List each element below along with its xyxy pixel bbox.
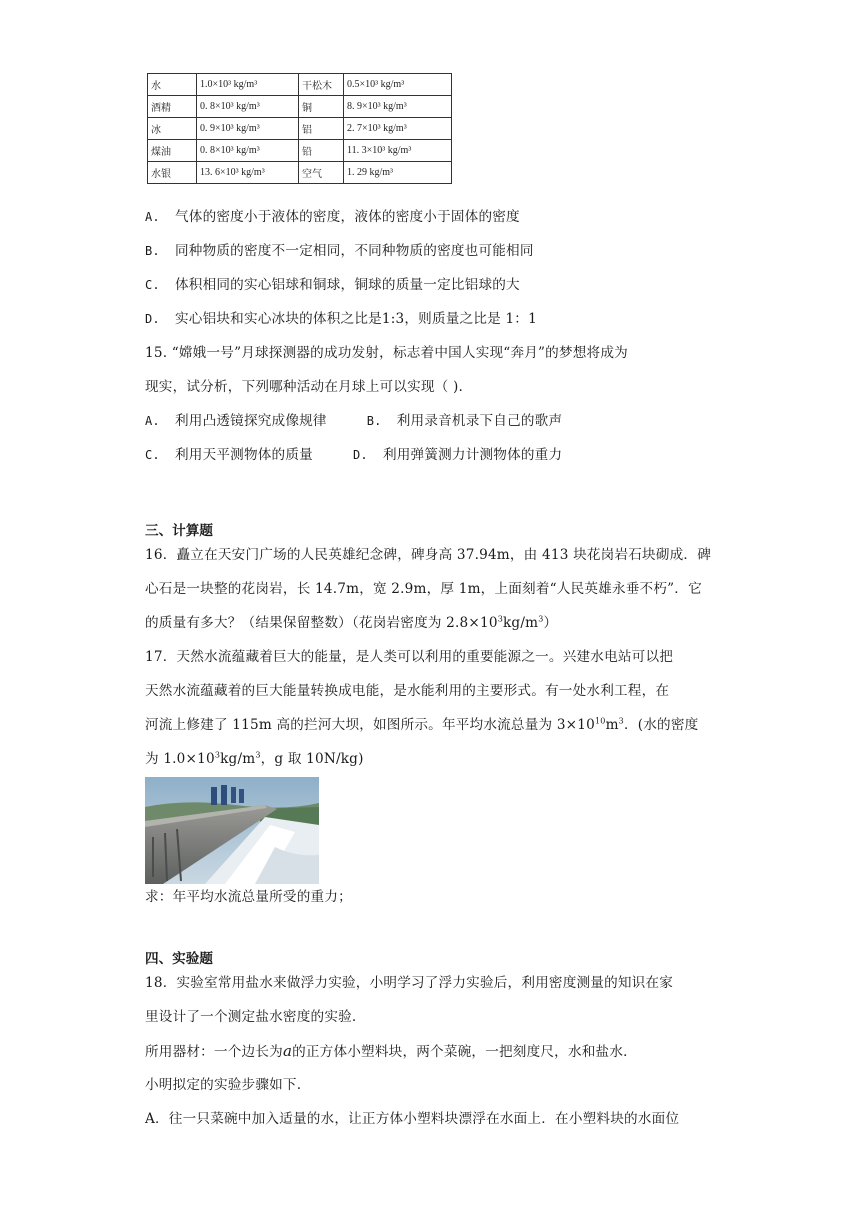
q15-line-1: 15. “嫦娥一号”月球探测器的成功发射，标志着中国人实现“奔月”的梦想将成为 bbox=[145, 345, 628, 361]
substance-name: 水 bbox=[148, 74, 197, 96]
q18-step-a: A．往一只菜碗中加入适量的水，让正方体小塑料块漂浮在水面上．在小塑料块的水面位 bbox=[145, 1111, 680, 1127]
density-table-row bbox=[148, 140, 452, 162]
density-table bbox=[147, 73, 452, 184]
dam-photo bbox=[145, 777, 319, 884]
q17-line-2: 天然水流蕴藏着的巨大能量转换成电能，是水能利用的主要形式。有一处水利工程，在 bbox=[145, 683, 670, 699]
section-heading-experiment: 四、实验题 bbox=[145, 951, 213, 967]
density-value: 2. 7×10³ kg/m³ bbox=[344, 118, 452, 140]
density-value: 13. 6×10³ kg/m³ bbox=[197, 162, 299, 184]
density-value: 8. 9×10³ kg/m³ bbox=[344, 96, 452, 118]
density-table-row bbox=[148, 162, 452, 184]
q17-line-1: 17．天然水流蕴藏着巨大的能量，是人类可以利用的重要能源之一。兴建水电站可以把 bbox=[145, 649, 674, 665]
substance-name: 空气 bbox=[299, 162, 344, 184]
density-value: 11. 3×10³ kg/m³ bbox=[344, 140, 452, 162]
q18-line-2: 里设计了一个测定盐水密度的实验. bbox=[145, 1009, 357, 1025]
q15-options-row-2: C. 利用天平测物体的质量 D. 利用弹簧测力计测物体的重力 bbox=[145, 447, 563, 463]
q17-line-4: 为 $1.0\times 10^3kg/m^3$，g 取 10N/kg) bbox=[145, 750, 364, 767]
substance-name: 铅 bbox=[299, 140, 344, 162]
q14-option-b: B. 同种物质的密度不一定相同，不同种物质的密度也可能相同 bbox=[145, 243, 534, 259]
density-table-row bbox=[148, 96, 452, 118]
q17-question: 求：年平均水流总量所受的重力； bbox=[145, 889, 352, 905]
density-value: 1.0×10³ kg/m³ bbox=[197, 74, 299, 96]
q15-line-2: 现实，试分析，下列哪种活动在月球上可以实现（ ). bbox=[145, 379, 464, 395]
substance-name: 铝 bbox=[299, 118, 344, 140]
section-heading-calculation: 三、计算题 bbox=[145, 523, 213, 539]
substance-name: 铜 bbox=[299, 96, 344, 118]
q14-option-a: A. 气体的密度小于液体的密度，液体的密度小于固体的密度 bbox=[145, 209, 520, 225]
q18-materials: 所用器材：一个边长为a的正方体小塑料块，两个菜碗，一把刻度尺，水和盐水． bbox=[145, 1042, 637, 1060]
density-value: 1. 29 kg/m³ bbox=[344, 162, 452, 184]
q14-option-d: D. 实心铝块和实心冰块的体积之比是1:3，则质量之比是 1：1 bbox=[145, 311, 537, 327]
q16-line-1: 16．矗立在天安门广场的人民英雄纪念碑，碑身高 37.94m，由 413 块花岗岩石块砌成．碑 bbox=[145, 547, 712, 563]
dam-illustration bbox=[145, 777, 319, 884]
q16-line-3: 的质量有多大？（结果保留整数）（花岗岩密度为 $2.8\times 10^3kg/m^3$） bbox=[145, 614, 558, 631]
substance-name: 冰 bbox=[148, 118, 197, 140]
q14-option-c: C. 体积相同的实心铝球和铜球，铜球的质量一定比铝球的大 bbox=[145, 277, 520, 293]
substance-name: 煤油 bbox=[148, 140, 197, 162]
density-value: 0.5×10³ kg/m³ bbox=[344, 74, 452, 96]
q17-line-3: 河流上修建了 115m 高的拦河大坝，如图所示。年平均水流总量为 $3\times 10^{10}m^3$．(水的密度 bbox=[145, 716, 699, 733]
density-table-row bbox=[148, 118, 452, 140]
q18-line-1: 18．实验室常用盐水来做浮力实验，小明学习了浮力实验后，利用密度测量的知识在家 bbox=[145, 975, 674, 991]
substance-name: 干松木 bbox=[299, 74, 344, 96]
q15-options-row-1: A. 利用凸透镜探究成像规律 B. 利用录音机录下自己的歌声 bbox=[145, 413, 563, 429]
substance-name: 水银 bbox=[148, 162, 197, 184]
density-table-row bbox=[148, 74, 452, 96]
q16-line-2: 心石是一块整的花岗岩，长 14.7m，宽 2.9m，厚 1m，上面刻着“人民英雄永垂不朽”．它 bbox=[145, 581, 702, 597]
density-value: 0. 8×10³ kg/m³ bbox=[197, 140, 299, 162]
density-value: 0. 8×10³ kg/m³ bbox=[197, 96, 299, 118]
q18-steps-intro: 小明拟定的实验步骤如下. bbox=[145, 1077, 302, 1093]
substance-name: 酒精 bbox=[148, 96, 197, 118]
density-value: 0. 9×10³ kg/m³ bbox=[197, 118, 299, 140]
